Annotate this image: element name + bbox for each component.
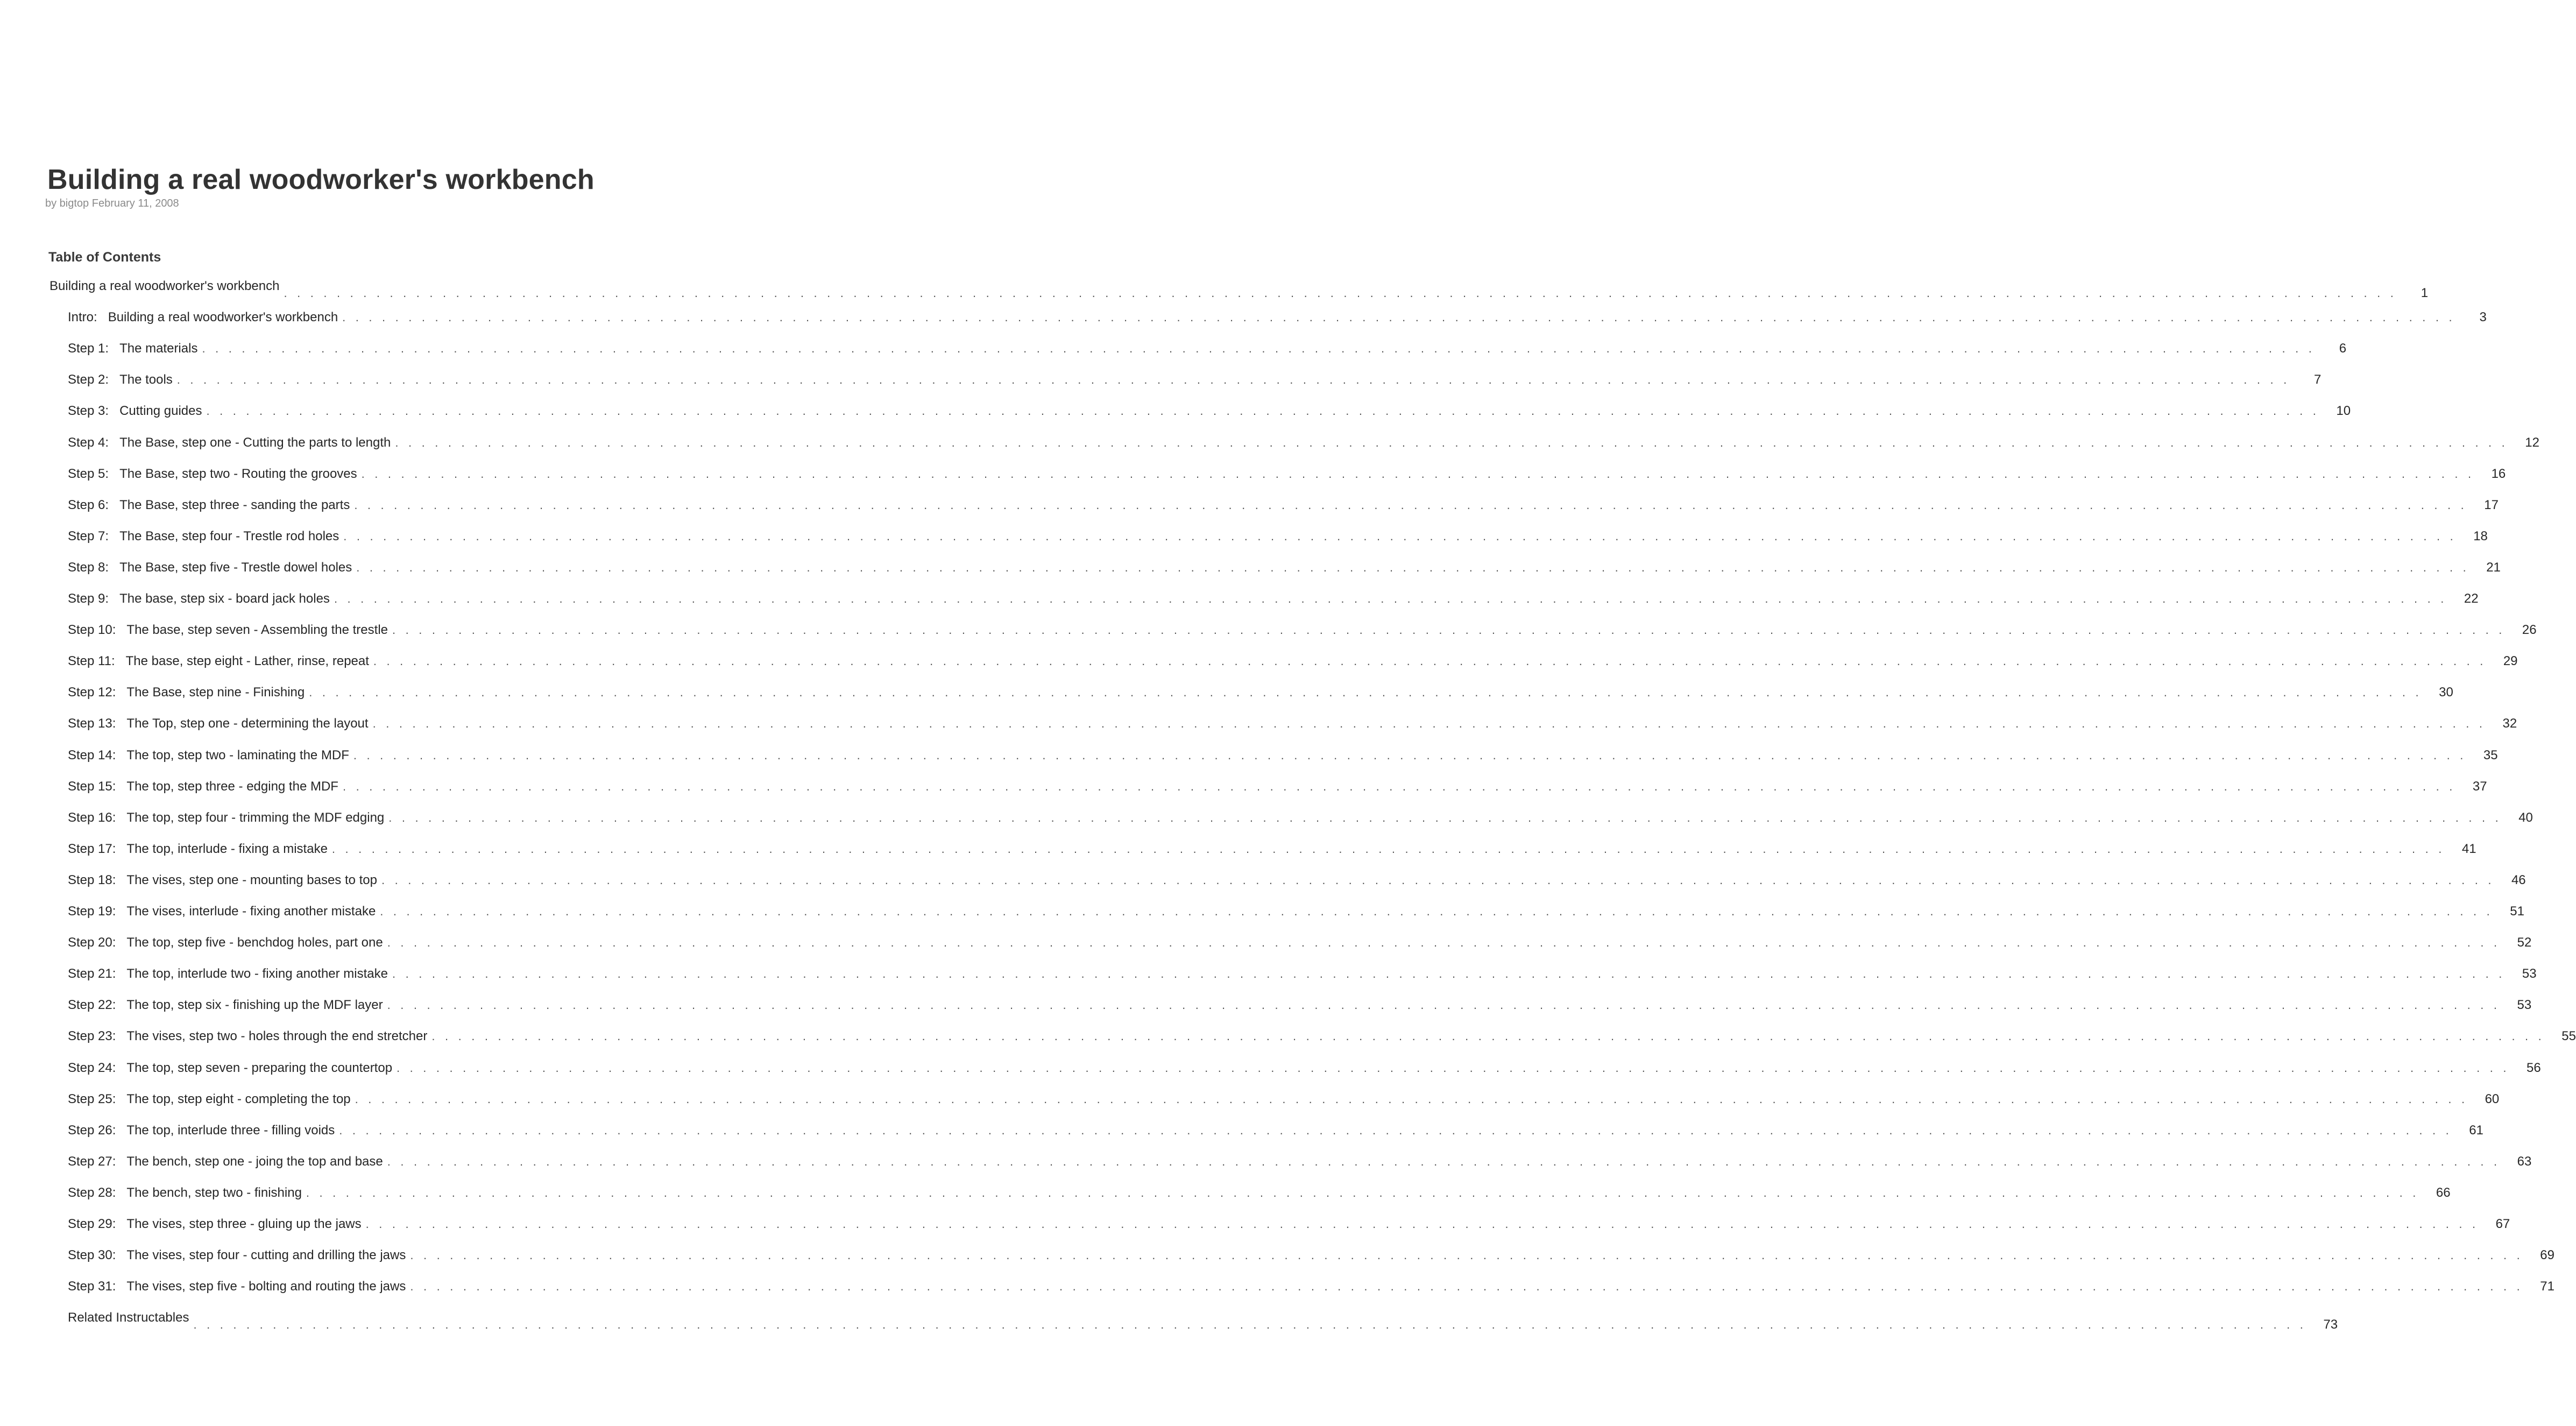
toc-entry[interactable]: [68, 1307, 2338, 1332]
toc-entry-page: 6: [2339, 341, 2347, 356]
toc-dot-leader: [202, 338, 2315, 359]
toc-entry-page: 53: [2522, 966, 2537, 982]
toc-entry-label: [68, 588, 330, 610]
toc-entry[interactable]: [49, 276, 2429, 300]
toc-dot-leader: [362, 463, 2475, 485]
toc-entry-number: Step 15:: [68, 779, 116, 794]
toc-entry-number: Step 27:: [68, 1154, 116, 1169]
toc-entry-title: The Top, step one - determining the layout: [126, 716, 369, 731]
toc-entry-page: 35: [2483, 747, 2498, 763]
toc-entry-label: [68, 963, 388, 985]
toc-entry-title: The top, step four - trimming the MDF edging: [126, 810, 385, 825]
toc-entry-title: The vises, step four - cutting and drilling the jaws: [126, 1248, 406, 1263]
toc-entry[interactable]: [68, 463, 2506, 485]
toc-entry-label: [68, 1151, 383, 1173]
toc-entry[interactable]: [68, 1245, 2554, 1266]
toc-entry-number: Step 25:: [68, 1091, 116, 1106]
toc-entry-title: The vises, step two - holes through the end stretcher: [126, 1029, 428, 1044]
toc-entry-number: Step 11:: [68, 654, 115, 669]
toc-entry-number: Step 23:: [68, 1029, 116, 1044]
toc-entry-page: 67: [2495, 1217, 2510, 1231]
toc-entry-page: 40: [2518, 810, 2533, 825]
toc-entry-title: The top, step six - finishing up the MDF layer: [126, 998, 383, 1013]
toc-entry-title: The bench, step one - joing the top and base: [126, 1154, 383, 1169]
toc-entry-title: The top, step two - laminating the MDF: [126, 747, 349, 763]
toc-entry-label: [68, 1182, 302, 1204]
toc-entry-label: [49, 276, 279, 297]
toc-entry-title: The Base, step two - Routing the grooves: [119, 466, 357, 481]
toc-entry[interactable]: [68, 651, 2518, 672]
toc-entry-title: The top, step three - edging the MDF: [126, 779, 338, 794]
document-title: Building a real woodworker's workbench: [47, 164, 595, 195]
toc-entry-title: The Base, step one - Cutting the parts to length: [119, 435, 391, 450]
toc-entry-label: [68, 901, 376, 922]
toc-entry-label: [68, 1057, 392, 1079]
toc-entry-number: Step 14:: [68, 747, 116, 763]
toc-entry[interactable]: [68, 338, 2347, 359]
toc-entry-page: 16: [2491, 466, 2506, 481]
toc-entry[interactable]: [68, 400, 2351, 422]
toc-entry-title: The top, step five - benchdog holes, part one: [126, 935, 383, 950]
toc-dot-leader: [177, 369, 2290, 391]
toc-entry-page: 32: [2502, 716, 2517, 731]
toc-entry-page: 63: [2517, 1154, 2532, 1169]
toc-entry-number: Step 5:: [68, 466, 109, 481]
toc-entry-label: [68, 526, 339, 547]
toc-entry-title: Building a real woodworker's workbench: [49, 279, 280, 293]
toc-entry-label: [68, 495, 350, 516]
toc-entry-number: Step 30:: [68, 1248, 116, 1263]
toc-entry-number: Step 4:: [68, 435, 109, 450]
toc-dot-leader: [410, 1245, 2523, 1266]
toc-entry-number: Step 7:: [68, 528, 109, 543]
toc-entry-number: Step 2:: [68, 372, 109, 387]
toc-entry-label: [68, 1026, 427, 1047]
toc-entry[interactable]: [68, 588, 2479, 610]
toc-entry-title: The top, step eight - completing the top: [126, 1091, 351, 1106]
toc-entry-number: Intro:: [68, 310, 97, 325]
toc-entry-page: 71: [2540, 1279, 2554, 1294]
toc-entry-number: Step 12:: [68, 685, 116, 700]
toc-entry-label: [68, 932, 383, 954]
toc-entry[interactable]: [68, 1213, 2510, 1235]
toc-entry[interactable]: [68, 369, 2322, 391]
toc-entry[interactable]: [68, 870, 2526, 891]
toc-entry-label: [68, 1276, 406, 1297]
toc-entry-number: Step 29:: [68, 1217, 116, 1231]
toc-entry-number: Step 22:: [68, 998, 116, 1013]
toc-entry-label: [68, 338, 197, 359]
toc-dot-leader: [387, 994, 2501, 1016]
toc-entry-page: 55: [2561, 1029, 2576, 1044]
toc-entry-page: 7: [2314, 372, 2322, 387]
toc-entry-page: 26: [2522, 623, 2537, 638]
toc-entry[interactable]: [68, 526, 2488, 547]
toc-dot-leader: [392, 963, 2506, 985]
toc-entry-label: [68, 776, 338, 797]
toc-entry-number: Step 19:: [68, 904, 116, 919]
toc-entry-title: The top, interlude - fixing a mistake: [126, 841, 328, 856]
toc-entry-number: Step 6:: [68, 497, 109, 512]
toc-entry-number: Step 20:: [68, 935, 116, 950]
toc-heading: Table of Contents: [48, 250, 161, 265]
toc-entry-title: The top, interlude three - filling voids: [126, 1123, 335, 1138]
toc-entry-label: [68, 307, 338, 328]
toc-entry-number: Step 24:: [68, 1060, 116, 1075]
toc-dot-leader: [343, 776, 2456, 797]
toc-entry-title: The tools: [119, 372, 173, 387]
toc-entry-label: [68, 400, 202, 422]
toc-entry-number: Step 3:: [68, 404, 109, 419]
toc-dot-leader: [353, 745, 2467, 766]
toc-entry-page: 30: [2439, 685, 2453, 700]
toc-entry[interactable]: [68, 432, 2539, 454]
toc-dot-leader: [193, 1314, 2306, 1336]
document-byline-clip: [45, 197, 260, 209]
toc-entry-page: 17: [2484, 497, 2499, 512]
toc-dot-leader: [388, 807, 2502, 829]
toc-entry-number: Step 17:: [68, 841, 116, 856]
toc-dot-leader: [339, 1120, 2452, 1141]
toc-entry-page: 18: [2473, 528, 2488, 543]
toc-entry-page: 41: [2461, 841, 2476, 856]
toc-entry[interactable]: [68, 1276, 2554, 1297]
toc-dot-leader: [431, 1026, 2545, 1047]
toc-dot-leader: [387, 1151, 2501, 1173]
toc-entry-title: The top, step seven - preparing the countertop: [126, 1060, 393, 1075]
toc-entry-page: 56: [2526, 1060, 2541, 1075]
toc-entry-label: [68, 619, 388, 641]
toc-dot-leader: [373, 651, 2487, 672]
toc-entry-title: Building a real woodworker's workbench: [108, 310, 338, 325]
toc-entry[interactable]: [68, 495, 2499, 516]
toc-entry[interactable]: [68, 682, 2453, 703]
toc-dot-leader: [381, 870, 2495, 891]
toc-entry-number: Step 31:: [68, 1279, 116, 1294]
toc-entry-label: [68, 807, 384, 829]
toc-entry[interactable]: [68, 932, 2532, 954]
toc-entry-page: 37: [2472, 779, 2487, 794]
toc-entry-page: 60: [2485, 1091, 2500, 1106]
toc-entry-label: [68, 432, 391, 454]
toc-entry-page: 52: [2517, 935, 2532, 950]
toc-dot-leader: [332, 838, 2445, 860]
toc-entry-page: 61: [2469, 1123, 2483, 1138]
toc-entry-page: 73: [2323, 1317, 2338, 1332]
toc-entry-label: [68, 1213, 362, 1235]
toc-dot-leader: [284, 283, 2397, 304]
toc-entry[interactable]: [68, 1026, 2576, 1047]
toc-entry-title: Related Instructables: [68, 1310, 189, 1325]
toc-entry-title: The base, step six - board jack holes: [119, 591, 330, 606]
toc-entry-label: [68, 1120, 335, 1141]
toc-entry-page: 21: [2486, 560, 2501, 575]
toc-entry-label: [68, 713, 369, 735]
toc-entry-page: 22: [2464, 591, 2479, 606]
toc-entry[interactable]: [68, 1151, 2532, 1173]
toc-entry-number: Step 26:: [68, 1123, 116, 1138]
toc-entry-label: [68, 369, 173, 391]
toc-dot-leader: [342, 307, 2455, 328]
toc-entry-page: 53: [2517, 998, 2532, 1013]
document-byline: by bigtop February 11, 2008: [45, 197, 179, 209]
toc-entry-title: The base, step seven - Assembling the trestle: [126, 623, 388, 638]
toc-entry[interactable]: [68, 807, 2533, 829]
toc-dot-leader: [355, 1089, 2468, 1110]
toc-entry[interactable]: [68, 745, 2498, 766]
toc-dot-leader: [207, 400, 2320, 422]
toc-dot-leader: [373, 713, 2486, 735]
toc-entry-title: The vises, step one - mounting bases to top: [126, 872, 378, 887]
toc-entry-number: Step 18:: [68, 872, 116, 887]
toc-dot-leader: [366, 1213, 2479, 1235]
toc-entry-label: [68, 870, 377, 891]
toc-entry-label: [68, 557, 352, 578]
toc-entry-title: Cutting guides: [119, 404, 202, 419]
toc-entry-page: 29: [2503, 654, 2518, 669]
toc-entry-page: 10: [2336, 404, 2351, 419]
toc-dot-leader: [334, 588, 2447, 610]
toc-entry[interactable]: [68, 1182, 2451, 1204]
toc-dot-leader: [392, 619, 2506, 641]
toc-entry-number: Step 21:: [68, 966, 116, 982]
toc-dot-leader: [356, 557, 2469, 578]
toc-entry-page: 69: [2540, 1248, 2554, 1263]
toc-entry-page: 1: [2421, 286, 2429, 300]
toc-entry-label: [68, 682, 305, 703]
toc-entry-label: [68, 1245, 406, 1266]
toc-entry-title: The Base, step nine - Finishing: [126, 685, 305, 700]
toc-dot-leader: [397, 1057, 2510, 1079]
toc-entry-title: The bench, step two - finishing: [126, 1185, 302, 1200]
toc-dot-leader: [354, 495, 2467, 516]
toc-entry-number: Step 9:: [68, 591, 109, 606]
toc-entry[interactable]: [68, 838, 2476, 860]
toc-entry[interactable]: [68, 901, 2524, 922]
toc-entry-label: [68, 1307, 189, 1329]
toc-entry-label: [68, 994, 383, 1016]
toc-entry-title: The vises, interlude - fixing another mistake: [126, 904, 376, 919]
toc-entry-title: The materials: [119, 341, 198, 356]
toc-entry-title: The vises, step five - bolting and routing the jaws: [126, 1279, 406, 1294]
toc-entry-number: Step 10:: [68, 623, 116, 638]
toc-entry[interactable]: [68, 713, 2517, 735]
toc-entry[interactable]: [68, 994, 2532, 1016]
toc-entry-page: 66: [2436, 1185, 2451, 1200]
toc-entry-label: [68, 838, 328, 860]
toc-entry[interactable]: [68, 1089, 2500, 1110]
toc-entry-page: 46: [2511, 872, 2526, 887]
toc-entry-title: The Base, step four - Trestle rod holes: [119, 528, 339, 543]
toc-entry-page: 51: [2510, 904, 2524, 919]
toc-dot-leader: [306, 1182, 2419, 1204]
toc-dot-leader: [343, 526, 2457, 547]
toc-dot-leader: [380, 901, 2493, 922]
toc-entry-page: 12: [2525, 435, 2539, 450]
toc-entry-label: [68, 745, 349, 766]
toc-entry-label: [68, 1089, 351, 1110]
toc-entry-page: 3: [2479, 310, 2487, 325]
toc-entry[interactable]: [68, 307, 2487, 328]
toc-dot-leader: [309, 682, 2422, 703]
toc-dot-leader: [387, 932, 2501, 954]
toc-entry[interactable]: [68, 1057, 2541, 1079]
toc-dot-leader: [410, 1276, 2523, 1297]
toc-entry-number: Step 8:: [68, 560, 109, 575]
toc-entry-label: [68, 651, 369, 672]
toc-entry-title: The Base, step five - Trestle dowel holes: [119, 560, 352, 575]
toc-entry[interactable]: [68, 963, 2537, 985]
toc-entry[interactable]: [68, 776, 2487, 797]
toc-entry[interactable]: [68, 1120, 2483, 1141]
toc-entry[interactable]: [68, 619, 2537, 641]
toc-entry-title: The vises, step three - gluing up the jaws: [126, 1217, 362, 1231]
toc-entry-number: Step 13:: [68, 716, 116, 731]
toc-dot-leader: [395, 432, 2508, 454]
toc-entry-title: The Base, step three - sanding the parts: [119, 497, 350, 512]
toc-entry-title: The base, step eight - Lather, rinse, repeat: [125, 654, 369, 669]
toc-entry-title: The top, interlude two - fixing another mistake: [126, 966, 388, 982]
toc-entry-number: Step 16:: [68, 810, 116, 825]
toc-entry-number: Step 28:: [68, 1185, 116, 1200]
toc-entry[interactable]: [68, 557, 2501, 578]
toc-entry-number: Step 1:: [68, 341, 109, 356]
toc-entry-label: [68, 463, 357, 485]
